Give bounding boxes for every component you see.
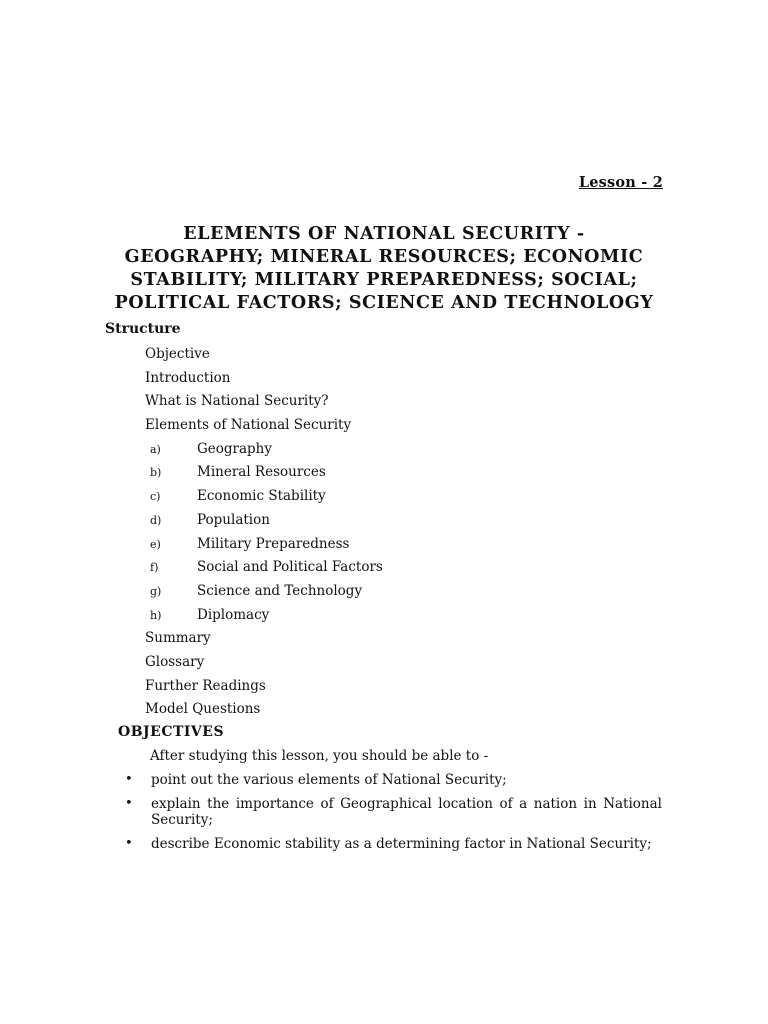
structure-item-label: Population [197,511,270,528]
structure-item [145,486,383,510]
objectives-heading: OBJECTIVES [118,724,225,740]
structure-item-label: Social and Political Factors [197,559,383,576]
lesson-title [100,223,668,315]
objectives-intro: After studying this lesson, you should be able to - [150,748,489,764]
structure-item-label: Introduction [145,369,231,386]
structure-item [145,344,383,368]
structure-item-marker: e) [150,537,161,551]
bullet-icon: • [125,772,133,787]
lesson-number: Lesson - 2 [578,174,663,191]
objective-text: explain the importance of Geographical location of a nation in National Security; [151,796,662,828]
structure-item [145,676,383,700]
structure-item-marker: h) [150,608,162,622]
title-line: STABILITY; MILITARY PREPAREDNESS; SOCIAL; [130,270,638,290]
structure-item [145,534,383,558]
structure-item-label: Elements of National Security [145,417,352,434]
structure-item [145,581,383,605]
structure-item [145,391,383,415]
objective-item [124,772,662,788]
structure-item [145,605,383,629]
objective-text: describe Economic stability as a determining factor in National Security; [151,836,652,852]
structure-item-label: Science and Technology [197,582,363,599]
objective-text: point out the various elements of National Security; [151,772,507,788]
objective-item [124,836,662,852]
structure-item [145,652,383,676]
structure-item [145,462,383,486]
title-line: GEOGRAPHY; MINERAL RESOURCES; ECONOMIC [124,247,644,267]
structure-item-label: Summary [145,630,211,647]
structure-item-label: Objective [145,346,210,362]
objective-item [124,796,662,828]
structure-item [145,439,383,463]
structure-item-marker: f) [150,561,159,575]
structure-item-label: Geography [197,440,273,457]
structure-item [145,415,383,439]
structure-item-label: Diplomacy [197,606,270,623]
title-line: POLITICAL FACTORS; SCIENCE AND TECHNOLOGY [114,293,654,313]
structure-item [145,510,383,534]
title-line: ELEMENTS OF NATIONAL SECURITY - [183,224,585,244]
structure-item-label: Military Preparedness [197,535,350,552]
structure-item [145,368,383,392]
structure-item [145,628,383,652]
structure-item-marker: c) [150,490,161,504]
structure-item-marker: g) [150,584,162,598]
structure-item-marker: a) [150,442,161,456]
structure-item-label: Model Questions [145,701,261,718]
structure-item-label: Further Readings [145,677,266,694]
bullet-icon: • [125,796,133,811]
structure-item-label: Economic Stability [197,488,326,505]
bullet-icon: • [125,836,133,851]
structure-item [145,557,383,581]
structure-heading: Structure [105,321,181,337]
structure-item-marker: b) [150,466,162,480]
structure-item-label: What is National Security? [145,393,329,410]
structure-item [145,699,383,723]
structure-item-marker: d) [150,513,162,527]
structure-item-label: Glossary [145,653,205,670]
structure-item-label: Mineral Resources [197,464,326,481]
structure-list [145,344,383,723]
objectives-list [124,772,662,860]
